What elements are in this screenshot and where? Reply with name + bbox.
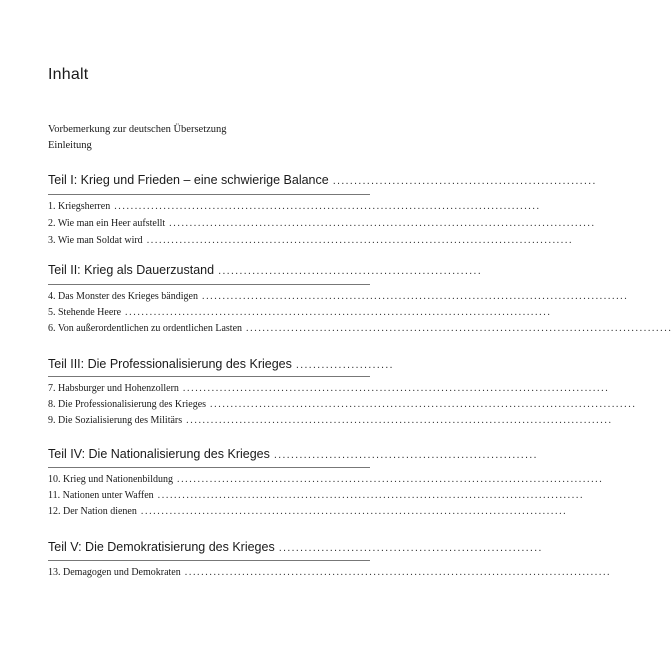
dot-leader: ........................................................................................................ [186, 415, 613, 426]
dot-leader: .............................................................. [332, 175, 597, 187]
toc-chapter-entry [48, 567, 612, 578]
toc-part-heading [48, 263, 482, 277]
chapter-title: 6. Von außerordentlichen zu ordentlichen Lasten [48, 323, 243, 334]
toc-chapter-entry [48, 323, 672, 334]
part-title: Teil III: Die Professionalisierung des Krieges [48, 357, 292, 371]
toc-chapter-entry [48, 291, 629, 302]
dot-leader: .............................................................. [278, 542, 543, 554]
chapter-title: 8. Die Professionalisierung des Krieges [48, 399, 207, 410]
toc-chapter-entry [48, 235, 574, 246]
dot-leader: ........................................................................................................ [176, 474, 604, 485]
toc-chapter-entry [48, 218, 596, 229]
toc-chapter-entry [48, 415, 613, 426]
divider [48, 376, 370, 377]
toc-part-heading [48, 540, 543, 554]
part-title: Teil II: Krieg als Dauerzustand [48, 263, 215, 277]
toc-chapter-entry [48, 490, 585, 501]
toc-chapter-entry [48, 474, 604, 485]
toc-preface-introduction: Einleitung [48, 140, 92, 151]
dot-leader: ........................................................................................................ [246, 323, 672, 334]
toc-chapter-entry [48, 506, 568, 517]
divider [48, 467, 370, 468]
dot-leader: ........................................................................................................ [140, 506, 568, 517]
toc-part-heading [48, 357, 394, 371]
dot-leader: ........................................................................................................ [157, 490, 585, 501]
chapter-title: 2. Wie man ein Heer aufstellt [48, 218, 166, 229]
chapter-title: 11. Nationen unter Waffen [48, 490, 154, 501]
toc-part-heading [48, 173, 597, 187]
part-title: Teil I: Krieg und Frieden – eine schwierige Balance [48, 173, 329, 187]
chapter-title: 4. Das Monster des Krieges bändigen [48, 291, 198, 302]
chapter-title: 3. Wie man Soldat wird [48, 235, 143, 246]
dot-leader: ....................... [295, 359, 394, 371]
chapter-title: 12. Der Nation dienen [48, 506, 137, 517]
toc-chapter-entry [48, 307, 552, 318]
dot-leader: ........................................................................................................ [146, 235, 574, 246]
chapter-title: 7. Habsburger und Hohenzollern [48, 383, 179, 394]
toc-part-heading [48, 447, 538, 461]
part-title: Teil V: Die Demokratisierung des Krieges [48, 540, 275, 554]
divider [48, 284, 370, 285]
divider [48, 560, 370, 561]
dot-leader: .............................................................. [273, 449, 538, 461]
chapter-title: 10. Krieg und Nationenbildung [48, 474, 173, 485]
chapter-title: 1. Kriegsherren [48, 201, 111, 212]
dot-leader: ........................................................................................................ [210, 399, 637, 410]
toc-chapter-entry [48, 201, 541, 212]
chapter-title: 9. Die Sozialisierung des Militärs [48, 415, 183, 426]
toc-chapter-entry [48, 383, 610, 394]
divider [48, 194, 370, 195]
dot-leader: ........................................................................................................ [201, 291, 629, 302]
toc-preface-foreword: Vorbemerkung zur deutschen Übersetzung [48, 124, 227, 135]
part-title: Teil IV: Die Nationalisierung des Krieges [48, 447, 270, 461]
dot-leader: ........................................................................................................ [114, 201, 541, 212]
dot-leader: ........................................................................................................ [169, 218, 596, 229]
dot-leader: ........................................................................................................ [184, 567, 612, 578]
dot-leader: ........................................................................................................ [125, 307, 552, 318]
page-title: Inhalt [48, 66, 89, 83]
chapter-title: 13. Demagogen und Demokraten [48, 567, 181, 578]
dot-leader: .............................................................. [218, 265, 482, 277]
chapter-title: 5. Stehende Heere [48, 307, 122, 318]
dot-leader: ........................................................................................................ [182, 383, 610, 394]
toc-chapter-entry [48, 399, 637, 410]
